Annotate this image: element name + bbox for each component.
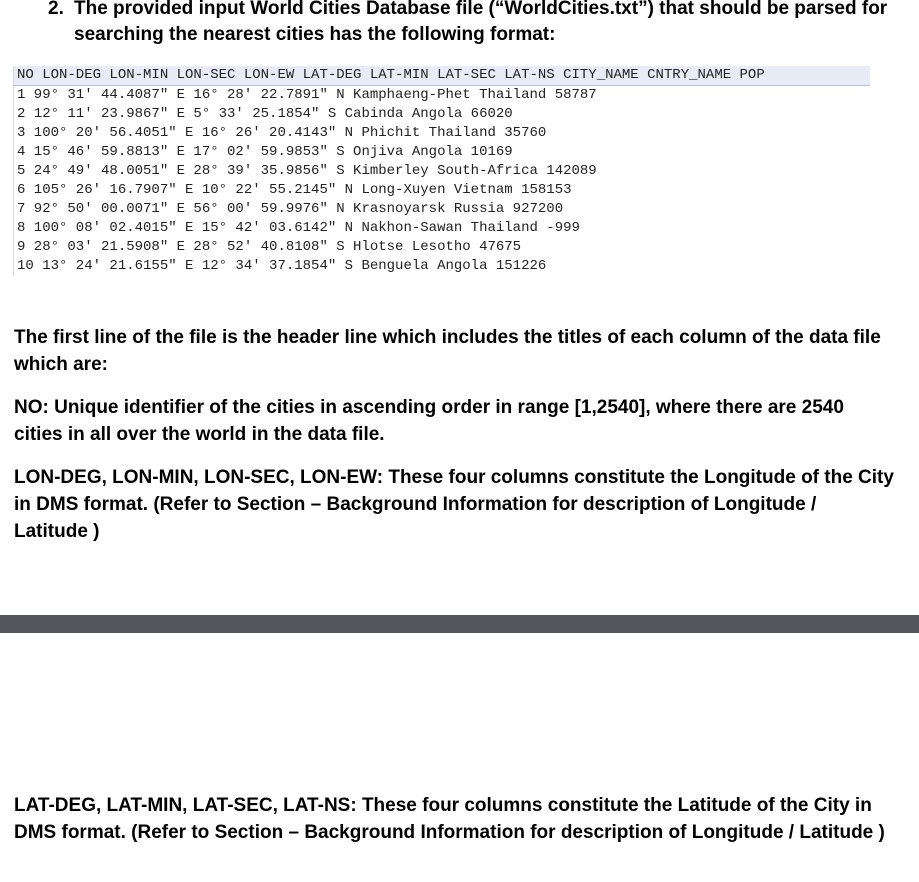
file-data-row: 4 15° 46' 59.8813" E 17° 02' 59.9853" S Onjiva Angola 10169 — [17, 144, 513, 160]
page-break-divider — [0, 615, 919, 633]
file-data-row: 7 92° 50' 00.0071" E 56° 00' 59.9976" N Krasnoyarsk Russia 927200 — [17, 201, 564, 217]
file-data-row: 10 13° 24' 21.6155" E 12° 34' 37.1854" S Benguela Angola 151226 — [17, 258, 547, 274]
file-data-row: 3 100° 20' 56.4051" E 16° 26' 20.4143" N Phichit Thailand 35760 — [17, 125, 547, 141]
item-number: 2. — [48, 0, 64, 19]
file-header-line: NO LON-DEG LON-MIN LON-SEC LON-EW LAT-DEG LAT-MIN LAT-SEC LAT-NS CITY_NAME CNTRY_NAME POP — [14, 66, 870, 86]
file-data-row: 9 28° 03' 21.5908" E 28° 52' 40.8108" S Hlotse Lesotho 47675 — [17, 239, 522, 255]
longitude-columns-paragraph: LON-DEG, LON-MIN, LON-SEC, LON-EW: These four columns constitute the Longitude of the City in DMS format. (Refer to Section – Background Information for description of Longitude / Latitude ) — [14, 467, 894, 542]
file-data-row: 8 100° 08' 02.4015" E 15° 42' 03.6142" N Nakhon-Sawan Thailand -999 — [17, 220, 580, 236]
file-format-sample — [13, 66, 870, 276]
no-column-paragraph: NO: Unique identifier of the cities in ascending order in range [1,2540], where there are 2540 cities in all over the world in the data file. — [14, 397, 844, 445]
latitude-columns-paragraph: LAT-DEG, LAT-MIN, LAT-SEC, LAT-NS: These four columns constitute the Latitude of the City in DMS format. (Refer to Section – Background Information for description of Longitude / Latitude ) — [14, 795, 885, 843]
header-line-paragraph: The first line of the file is the header line which includes the titles of each column of the data file which are: — [14, 327, 881, 375]
file-data-row: 1 99° 31' 44.4087" E 16° 28' 22.7891" N Kamphaeng-Phet Thailand 58787 — [17, 87, 597, 103]
file-data-row: 2 12° 11' 23.9867" E 5° 33' 25.1854" S Cabinda Angola 66020 — [17, 106, 513, 122]
file-data-row: 6 105° 26' 16.7907" E 10° 22' 55.2145" N Long-Xuyen Vietnam 158153 — [17, 182, 572, 198]
item-text: The provided input World Cities Database file (“WorldCities.txt”) that should be parsed for searching the nearest cities has the following format: — [74, 0, 888, 45]
file-data-row: 5 24° 49' 48.0051" E 28° 39' 35.9856" S Kimberley South-Africa 142089 — [17, 163, 597, 179]
